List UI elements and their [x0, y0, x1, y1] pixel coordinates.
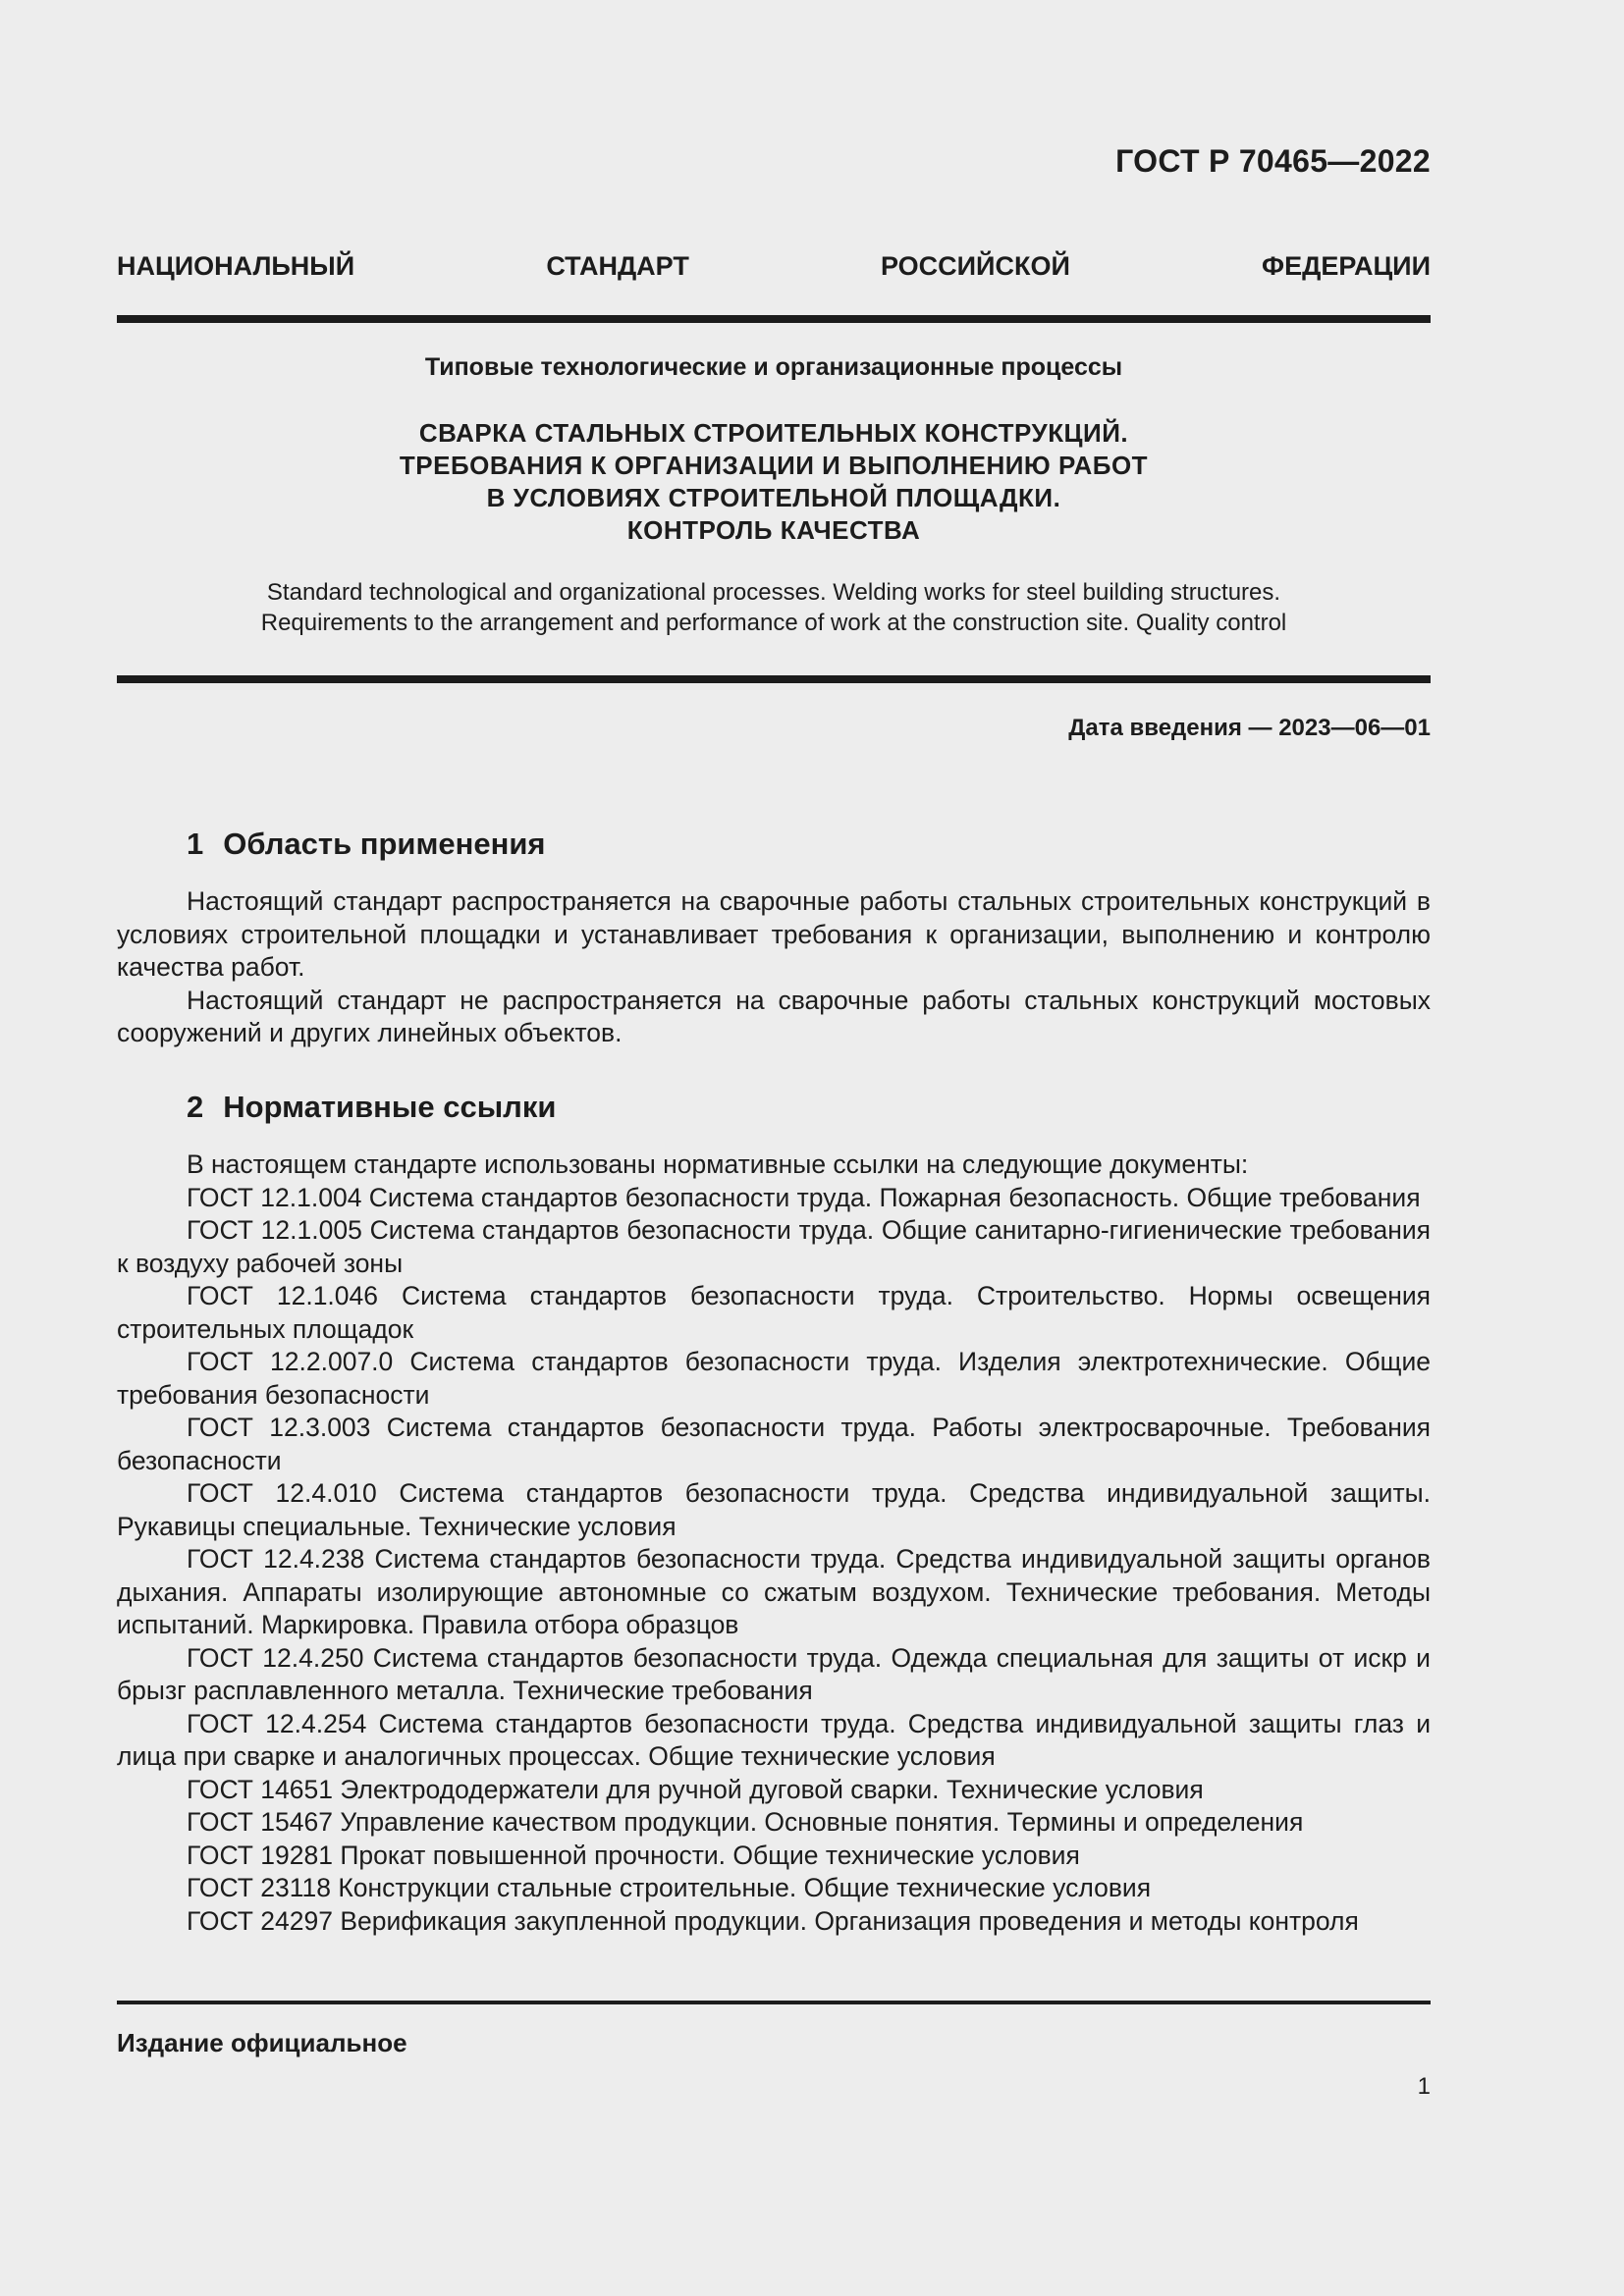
- introduction-date: Дата введения — 2023—06—01: [1068, 715, 1431, 741]
- title-line: В УСЛОВИЯХ СТРОИТЕЛЬНОЙ ПЛОЩАДКИ.: [486, 483, 1061, 512]
- section-title: Нормативные ссылки: [223, 1090, 557, 1124]
- reference-item: ГОСТ 12.4.238 Система стандартов безопасности труда. Средства индивидуальной защиты органов дыхания. Аппараты изолирующие автономные со сжатым воздухом. Технические требования. Методы испытаний. Маркировка. Правила отбора образцов: [117, 1544, 1431, 1639]
- reference-item: ГОСТ 12.1.046 Система стандартов безопасности труда. Строительство. Нормы освещения строительных площадок: [117, 1281, 1431, 1344]
- reference-item: ГОСТ 24297 Верификация закупленной продукции. Организация проведения и методы контроля: [187, 1905, 1359, 1936]
- national-standard-word: НАЦИОНАЛЬНЫЙ: [117, 251, 355, 281]
- document-title: [117, 417, 1431, 547]
- section-body: [117, 885, 1431, 1050]
- section-number: 1: [187, 827, 204, 861]
- paragraph: В настоящем стандарте использованы нормативные ссылки на следующие документы:: [187, 1149, 1249, 1179]
- section-heading: [187, 1090, 556, 1125]
- section-heading: [187, 827, 546, 862]
- reference-item: ГОСТ 12.4.254 Система стандартов безопасности труда. Средства индивидуальной защиты глаз и лица при сварке и аналогичных процессах. Общие технические условия: [117, 1708, 1431, 1771]
- reference-item: ГОСТ 12.1.005 Система стандартов безопасности труда. Общие санитарно-гигиенические требования к воздуху рабочей зоны: [117, 1215, 1431, 1278]
- section-number: 2: [187, 1090, 204, 1124]
- english-title-line: Standard technological and organizational processes. Welding works for steel building structures.: [266, 579, 1281, 606]
- reference-item: ГОСТ 12.2.007.0 Система стандартов безопасности труда. Изделия электротехнические. Общие требования безопасности: [117, 1347, 1431, 1410]
- paragraph: Настоящий стандарт распространяется на сварочные работы стальных строительных конструкций в условиях строительной площадки и устанавливает требования к организации, выполнению и контролю качества работ.: [117, 886, 1431, 982]
- top-divider: [117, 315, 1431, 323]
- section-body: [117, 1148, 1431, 1938]
- title-line: КОНТРОЛЬ КАЧЕСТВА: [626, 515, 921, 545]
- document-number: ГОСТ Р 70465—2022: [1115, 143, 1431, 179]
- section-title: Область применения: [223, 827, 546, 861]
- reference-item: ГОСТ 12.4.010 Система стандартов безопасности труда. Средства индивидуальной защиты. Рукавицы специальные. Технические условия: [117, 1478, 1431, 1541]
- title-line: ТРЕБОВАНИЯ К ОРГАНИЗАЦИИ И ВЫПОЛНЕНИЮ РАБОТ: [399, 451, 1149, 480]
- reference-item: ГОСТ 12.4.250 Система стандартов безопасности труда. Одежда специальная для защиты от искр и брызг расплавленного металла. Технические требования: [117, 1642, 1431, 1705]
- reference-item: ГОСТ 23118 Конструкции стальные строительные. Общие технические условия: [187, 1873, 1152, 1902]
- english-title: [117, 577, 1431, 638]
- title-divider: [117, 675, 1431, 683]
- national-standard-word: СТАНДАРТ: [546, 251, 689, 281]
- document-subtitle: Типовые технологические и организационные процессы: [424, 353, 1123, 381]
- national-standard-word: РОССИЙСКОЙ: [881, 251, 1070, 281]
- reference-item: ГОСТ 12.1.004 Система стандартов безопасности труда. Пожарная безопасность. Общие требования: [187, 1182, 1421, 1212]
- title-line: СВАРКА СТАЛЬНЫХ СТРОИТЕЛЬНЫХ КОНСТРУКЦИЙ.: [418, 418, 1129, 448]
- page-number: 1: [1417, 2073, 1431, 2100]
- footer-divider: [117, 2001, 1431, 2004]
- english-title-line: Requirements to the arrangement and performance of work at the construction site. Quality control: [260, 610, 1287, 636]
- national-standard-word: ФЕДЕРАЦИИ: [1262, 251, 1431, 281]
- reference-item: ГОСТ 14651 Электрододержатели для ручной дуговой сварки. Технические условия: [187, 1774, 1204, 1804]
- national-standard-heading: [117, 251, 1431, 282]
- reference-item: ГОСТ 12.3.003 Система стандартов безопасности труда. Работы электросварочные. Требования безопасности: [117, 1413, 1431, 1475]
- official-edition-label: Издание официальное: [117, 2028, 407, 2057]
- reference-item: ГОСТ 15467 Управление качеством продукции. Основные понятия. Термины и определения: [187, 1807, 1304, 1837]
- paragraph: Настоящий стандарт не распространяется на сварочные работы стальных конструкций мостовых сооружений и других линейных объектов.: [117, 985, 1431, 1047]
- reference-item: ГОСТ 19281 Прокат повышенной прочности. Общие технические условия: [187, 1840, 1080, 1870]
